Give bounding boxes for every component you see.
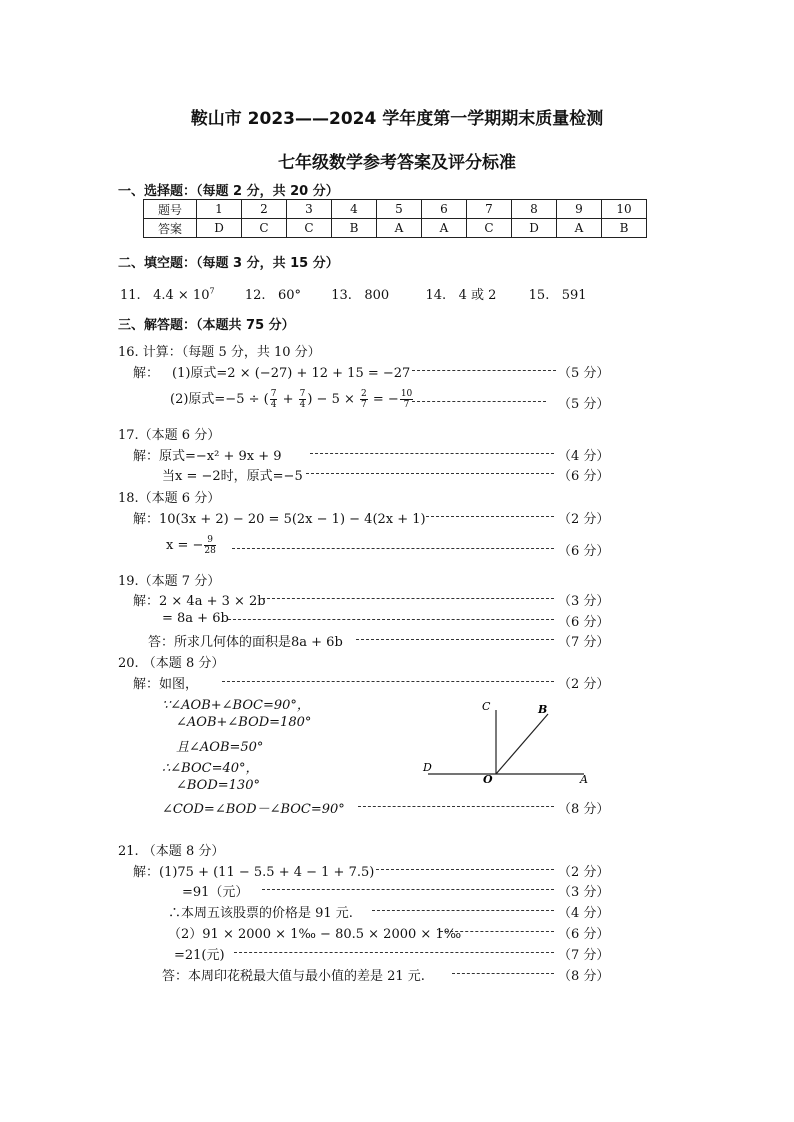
leader-line [358, 806, 554, 807]
q21-line2: =91（元） [182, 885, 249, 900]
score: （4 分） [558, 449, 610, 464]
row-label-answer: 答案 [144, 219, 197, 238]
expr-part: + [278, 392, 298, 407]
leader-line [262, 598, 554, 599]
item-number: 14. [425, 288, 447, 303]
table-cell: B [602, 219, 647, 238]
answer-12: 60° [277, 288, 301, 303]
table-row [144, 200, 647, 219]
q17-line2: 当x = −2时，原式=−5 [162, 469, 303, 484]
score: （5 分） [558, 397, 610, 412]
denominator: 7 [361, 400, 367, 410]
section-fill-title: 二、填空题：（每题 3 分，共 15 分） [118, 256, 339, 271]
q16-line1: (1)原式=2 × (−27) + 12 + 15 = −27 [172, 366, 411, 381]
score: （3 分） [558, 594, 610, 609]
score: （3 分） [558, 885, 610, 900]
table-cell: 3 [287, 200, 332, 219]
table-cell: 9 [557, 200, 602, 219]
score: （6 分） [558, 469, 610, 484]
fraction [299, 389, 307, 410]
fill-answers [120, 284, 587, 303]
expr-part: ) − 5 × [307, 392, 360, 407]
leader-line [306, 473, 554, 474]
answer-15: 591 [561, 288, 587, 303]
fraction [400, 389, 413, 410]
leader-line [228, 619, 554, 620]
table-cell: 5 [377, 200, 422, 219]
denominator: 4 [270, 400, 277, 410]
denominator: 4 [299, 400, 306, 410]
numerator: 7 [299, 389, 306, 399]
leader-line [222, 681, 554, 682]
leader-line [372, 910, 554, 911]
score: （5 分） [558, 366, 610, 381]
label-c: C [482, 700, 491, 713]
q18-heading: 18.（本题 6 分） [118, 491, 221, 506]
score: （6 分） [558, 544, 610, 559]
score: （8 分） [558, 802, 610, 817]
answer-table [143, 199, 647, 238]
q17-line1: 解：原式=−x² + 9x + 9 [133, 449, 282, 464]
leader-line [356, 639, 554, 640]
q20-line1: 解：如图， [133, 677, 199, 692]
q21-line3: ∴本周五该股票的价格是 91 元. [168, 906, 353, 921]
label-d: D [423, 761, 432, 774]
q19-line2: = 8a + 6b [162, 611, 229, 626]
q20-line2: ∵∠AOB+∠BOC=90°， [162, 698, 310, 713]
q20-line5: ∴∠BOC=40°， [162, 761, 259, 776]
score: （2 分） [558, 512, 610, 527]
table-cell: C [287, 219, 332, 238]
numerator: 7 [270, 389, 277, 399]
q21-line1: 解：(1)75 + (11 − 5.5 + 4 − 1 + 7.5) [133, 865, 375, 880]
leader-line [234, 952, 554, 953]
section-choice-title: 一、选择题：（每题 2 分，共 20 分） [118, 184, 339, 199]
leader-line [262, 889, 554, 890]
label-b: B [538, 703, 548, 716]
score: （4 分） [558, 906, 610, 921]
row-label-question: 题号 [144, 200, 197, 219]
q20-line4: 且∠AOB=50° [176, 740, 264, 755]
expr-part: = − [368, 392, 399, 407]
item-number: 12. [244, 288, 266, 303]
table-cell: D [197, 219, 242, 238]
table-cell: 10 [602, 200, 647, 219]
q16-jie: 解： [133, 366, 160, 381]
table-cell: C [467, 219, 512, 238]
table-cell: 8 [512, 200, 557, 219]
page-title: 鞍山市 2023——2024 学年度第一学期期末质量检测 [190, 109, 604, 129]
score: （7 分） [558, 948, 610, 963]
table-cell: 1 [197, 200, 242, 219]
item-number: 11. [120, 288, 141, 303]
q20-line6: ∠BOD=130° [176, 778, 260, 793]
numerator: 2 [361, 389, 367, 399]
table-cell: 4 [332, 200, 377, 219]
score: （2 分） [558, 677, 610, 692]
table-cell: D [512, 219, 557, 238]
q16-line2 [170, 388, 414, 410]
fraction [360, 389, 368, 410]
q21-line4: （2）91 × 2000 × 1‰ − 80.5 × 2000 × 1‰ [168, 927, 462, 942]
q18-line2 [166, 535, 217, 556]
q21-line5: =21(元) [174, 948, 225, 963]
table-cell: A [377, 219, 422, 238]
section-solve-title: 三、解答题：（本题共 75 分） [118, 318, 295, 333]
label-o: O [483, 773, 493, 786]
q20-line3: ∠AOB+∠BOD=180° [176, 715, 312, 730]
leader-line [412, 370, 556, 371]
q17-heading: 17.（本题 6 分） [118, 428, 221, 443]
q20-heading: 20. （本题 8 分） [118, 656, 225, 671]
table-cell: B [332, 219, 377, 238]
angle-figure [416, 696, 596, 788]
answer-11: 4.4 × 10 [153, 288, 210, 303]
score: （2 分） [558, 865, 610, 880]
table-cell: A [557, 219, 602, 238]
answer-11-exponent: 7 [209, 286, 215, 296]
leader-line [232, 548, 554, 549]
expr-part: x = − [166, 538, 204, 553]
leader-line [452, 973, 554, 974]
page-subtitle: 七年级数学参考答案及评分标准 [278, 153, 516, 173]
q20-line7: ∠COD=∠BOD－∠BOC=90° [162, 802, 345, 817]
table-cell: 6 [422, 200, 467, 219]
item-number: 13. [331, 288, 352, 303]
table-cell: C [242, 219, 287, 238]
score: （6 分） [558, 615, 610, 630]
q19-line1: 解：2 × 4a + 3 × 2b [133, 594, 266, 609]
q19-line3: 答：所求几何体的面积是8a + 6b [148, 635, 343, 650]
q21-line6: 答：本周印花税最大值与最小值的差是 21 元. [162, 969, 425, 984]
q18-line1: 解：10(3x + 2) − 20 = 5(2x − 1) − 4(2x + 1) [133, 512, 426, 527]
answer-13: 800 [364, 288, 390, 303]
q16-heading: 16. 计算：（每题 5 分，共 10 分） [118, 345, 321, 360]
table-cell: A [422, 219, 467, 238]
label-a: A [580, 773, 588, 786]
denominator: 7 [403, 400, 410, 410]
leader-line [426, 516, 554, 517]
item-number: 15. [528, 288, 550, 303]
table-cell: 2 [242, 200, 287, 219]
leader-line [376, 869, 554, 870]
table-cell: 7 [467, 200, 512, 219]
score: （8 分） [558, 969, 610, 984]
q21-heading: 21. （本题 8 分） [118, 844, 225, 859]
fraction [270, 389, 278, 410]
ray-ob [496, 714, 548, 774]
expr-part: (2)原式=−5 ÷ ( [170, 392, 269, 407]
score: （7 分） [558, 635, 610, 650]
answer-14: 4 或 2 [458, 288, 497, 303]
numerator: 10 [400, 389, 413, 399]
leader-line [310, 453, 554, 454]
score: （6 分） [558, 927, 610, 942]
numerator: 9 [204, 535, 215, 546]
fraction [204, 535, 215, 556]
denominator: 28 [204, 546, 216, 556]
leader-line [440, 931, 554, 932]
leader-line [412, 401, 546, 402]
table-row [144, 219, 647, 238]
q19-heading: 19.（本题 7 分） [118, 574, 221, 589]
